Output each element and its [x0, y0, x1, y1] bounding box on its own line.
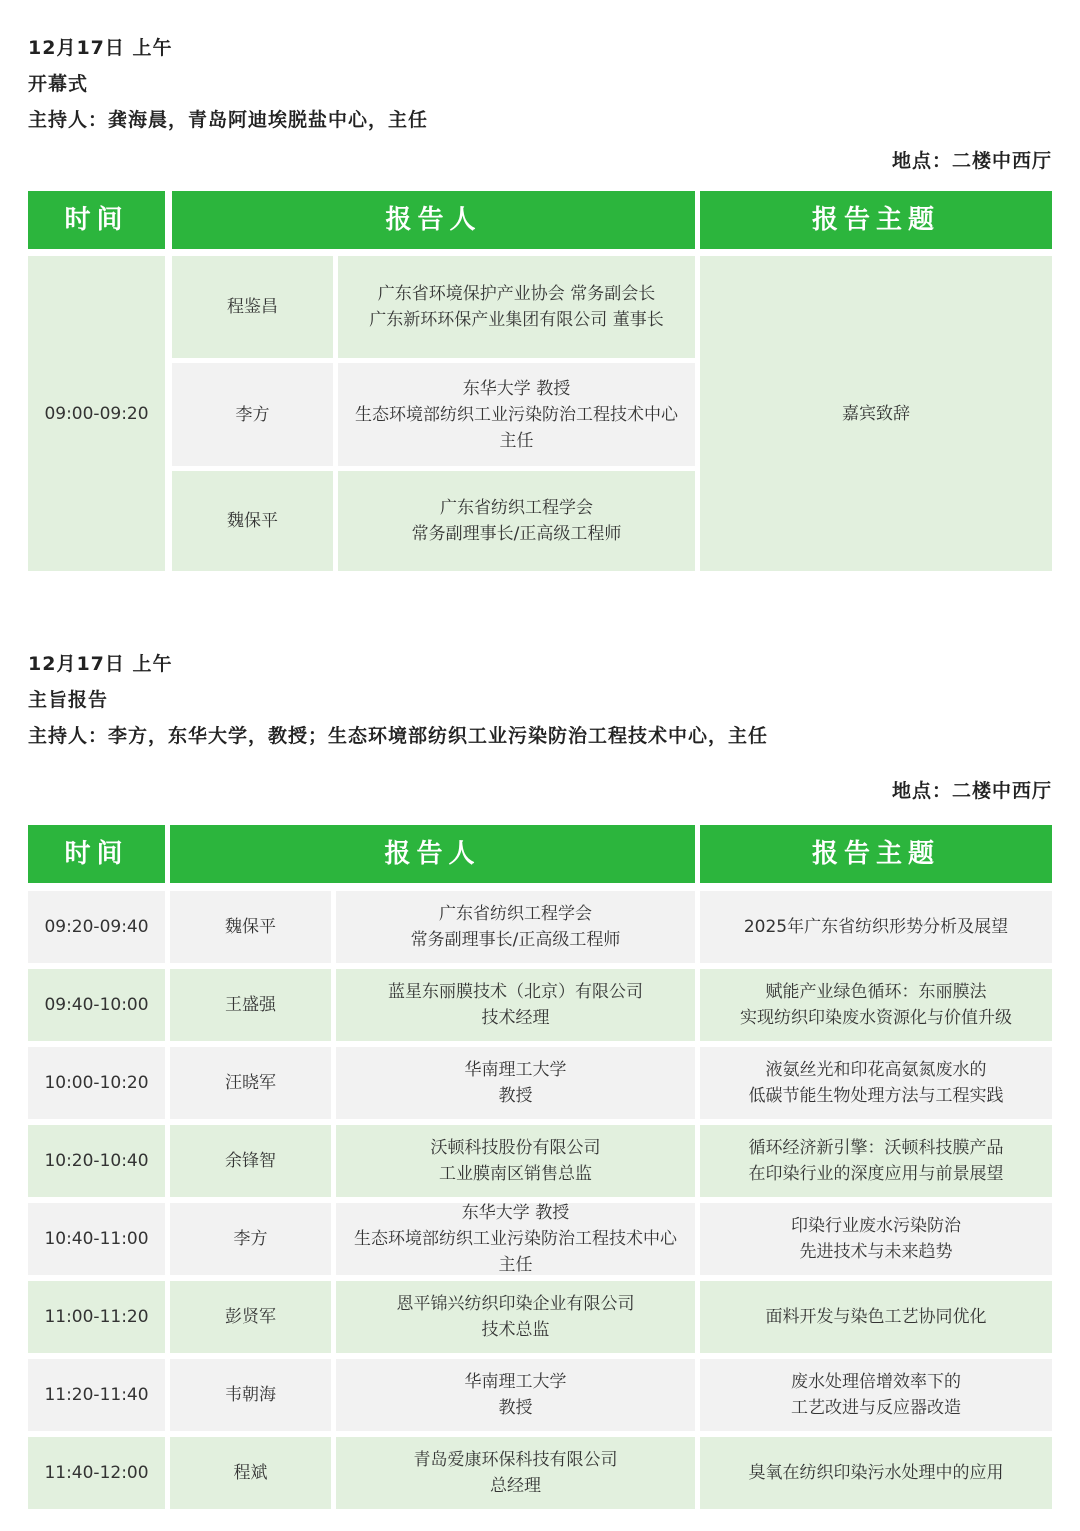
speaker-org: 广东省环境保护产业协会 常务副会长 广东新环环保产业集团有限公司 董事长: [338, 256, 695, 358]
speaker-name: 魏保平: [170, 891, 331, 963]
time-cell: 10:20-10:40: [28, 1125, 165, 1197]
header-time: 时间: [28, 191, 165, 249]
time-cell: 11:40-12:00: [28, 1437, 165, 1509]
speaker-name: 韦朝海: [170, 1359, 331, 1431]
topic-cell: 废水处理倍增效率下的 工艺改进与反应器改造: [700, 1359, 1052, 1431]
session-host: 主持人：李方，东华大学，教授；生态环境部纺织工业污染防治工程技术中心，主任: [28, 725, 769, 747]
header-topic: 报告主题: [700, 191, 1052, 249]
session-date: 12月17日 上午: [28, 653, 173, 675]
time-cell: 09:20-09:40: [28, 891, 165, 963]
session-title: 开幕式: [28, 73, 89, 95]
speaker-org: 华南理工大学 教授: [336, 1359, 695, 1431]
speaker-name: 程斌: [170, 1437, 331, 1509]
header-time: 时间: [28, 825, 165, 883]
topic-cell: 嘉宾致辞: [700, 256, 1052, 571]
speaker-org: 华南理工大学 教授: [336, 1047, 695, 1119]
speaker-org: 沃顿科技股份有限公司 工业膜南区销售总监: [336, 1125, 695, 1197]
header-topic: 报告主题: [700, 825, 1052, 883]
session-venue: 地点：二楼中西厅: [891, 150, 1052, 172]
time-cell: 09:00-09:20: [28, 256, 165, 571]
topic-cell: 液氨丝光和印花高氨氮废水的 低碳节能生物处理方法与工程实践: [700, 1047, 1052, 1119]
speaker-org: 广东省纺织工程学会 常务副理事长/正高级工程师: [336, 891, 695, 963]
keynote-section: [28, 646, 1052, 1516]
speaker-name: 李方: [170, 1203, 331, 1275]
speaker-org: 恩平锦兴纺织印染企业有限公司 技术总监: [336, 1281, 695, 1353]
session-title: 主旨报告: [28, 689, 109, 711]
session-host: 主持人：龚海晨，青岛阿迪埃脱盐中心，主任: [28, 109, 429, 131]
topic-cell: 臭氧在纺织印染污水处理中的应用: [700, 1437, 1052, 1509]
time-cell: 10:00-10:20: [28, 1047, 165, 1119]
opening-section: [28, 30, 1052, 575]
speaker-org: 蓝星东丽膜技术（北京）有限公司 技术经理: [336, 969, 695, 1041]
session-venue: 地点：二楼中西厅: [891, 780, 1052, 802]
topic-cell: 2025年广东省纺织形势分析及展望: [700, 891, 1052, 963]
speaker-org: 东华大学 教授 生态环境部纺织工业污染防治工程技术中心 主任: [336, 1203, 695, 1275]
topic-cell: 面料开发与染色工艺协同优化: [700, 1281, 1052, 1353]
speaker-name: 李方: [172, 363, 333, 466]
time-cell: 11:00-11:20: [28, 1281, 165, 1353]
speaker-name: 余锋智: [170, 1125, 331, 1197]
speaker-name: 彭贤军: [170, 1281, 331, 1353]
speaker-org: 青岛爱康环保科技有限公司 总经理: [336, 1437, 695, 1509]
time-cell: 11:20-11:40: [28, 1359, 165, 1431]
header-speaker: 报告人: [172, 191, 695, 249]
header-speaker: 报告人: [170, 825, 695, 883]
speaker-name: 魏保平: [172, 471, 333, 571]
speaker-name: 汪晓军: [170, 1047, 331, 1119]
speaker-name: 程鉴昌: [172, 256, 333, 358]
time-cell: 10:40-11:00: [28, 1203, 165, 1275]
topic-cell: 赋能产业绿色循环：东丽膜法 实现纺织印染废水资源化与价值升级: [700, 969, 1052, 1041]
topic-cell: 印染行业废水污染防治 先进技术与未来趋势: [700, 1203, 1052, 1275]
speaker-org: 广东省纺织工程学会 常务副理事长/正高级工程师: [338, 471, 695, 571]
session-date: 12月17日 上午: [28, 37, 173, 59]
speaker-org: 东华大学 教授 生态环境部纺织工业污染防治工程技术中心 主任: [338, 363, 695, 466]
topic-cell: 循环经济新引擎：沃顿科技膜产品 在印染行业的深度应用与前景展望: [700, 1125, 1052, 1197]
time-cell: 09:40-10:00: [28, 969, 165, 1041]
speaker-name: 王盛强: [170, 969, 331, 1041]
